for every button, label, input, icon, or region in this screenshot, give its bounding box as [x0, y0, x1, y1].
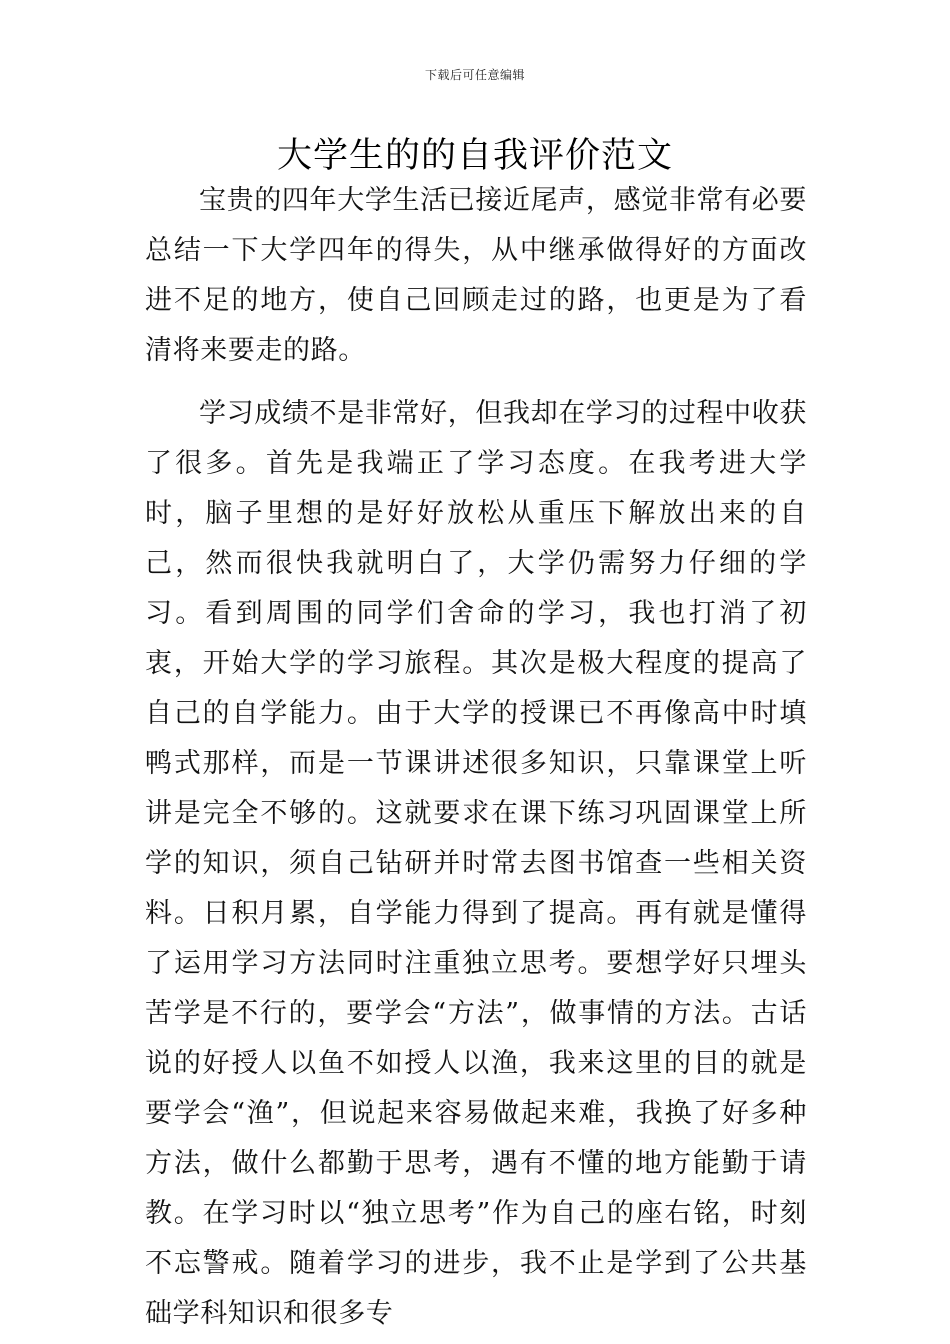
- document-body: [145, 176, 807, 1339]
- paragraph-2: 学习成绩不是非常好，但我却在学习的过程中收获了很多。首先是我端正了学习态度。在我考进大学时，脑子里想的是好好放松从重压下解放出来的自己，然而很快我就明白了，大学仍需努力仔细的学习。看到周围的同学们舍命的学习，我也打消了初衷，开始大学的学习旅程。其次是极大程度的提高了自己的自学能力。由于大学的授课已不再像高中时填鸭式那样，而是一节课讲述很多知识，只靠课堂上听讲是完全不够的。这就要求在课下练习巩固课堂上所学的知识，须自己钻研并时常去图书馆查一些相关资料。日积月累，自学能力得到了提高。再有就是懂得了运用学习方法同时注重独立思考。要想学好只埋头苦学是不行的，要学会“方法”，做事情的方法。古话说的好授人以鱼不如授人以渔，我来这里的目的就是要学会“渔”，但说起来容易做起来难，我换了好多种方法，做什么都勤于思考，遇有不懂的地方能勤于请教。在学习时以“独立思考”作为自己的座右铭，时刻不忘警戒。随着学习的进步，我不止是学到了公共基础学科知识和很多专: [145, 398, 807, 1329]
- paragraph-1: 宝贵的四年大学生活已接近尾声，感觉非常有必要总结一下大学四年的得失，从中继承做得好的方面改进不足的地方，使自己回顾走过的路，也更是为了看清将来要走的路。: [145, 185, 807, 366]
- header-note: 下载后可任意编辑: [424, 68, 525, 82]
- document-title: 大学生的的自我评价范文: [276, 136, 673, 176]
